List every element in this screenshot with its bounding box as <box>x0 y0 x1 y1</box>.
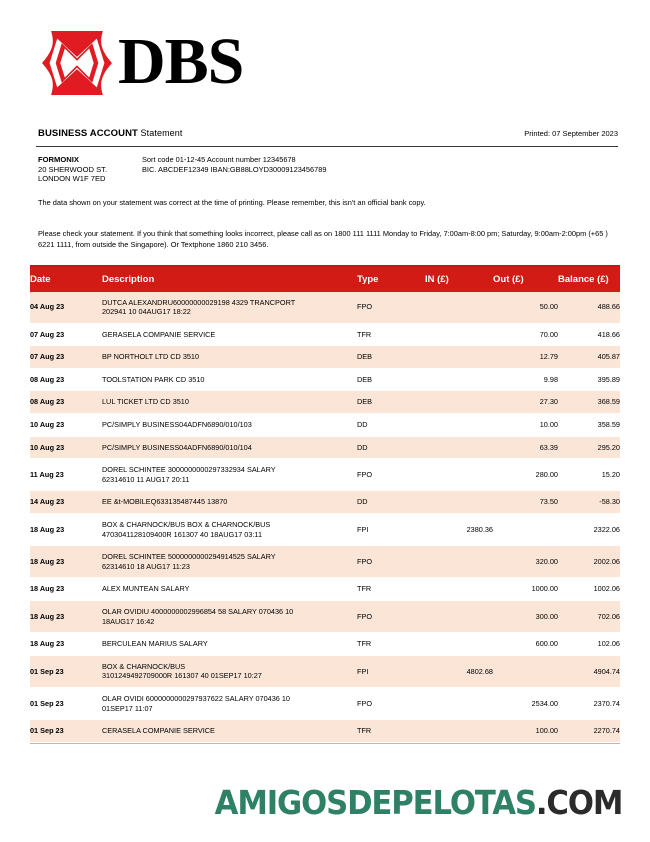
table-row[interactable] <box>30 601 620 633</box>
table-row[interactable] <box>30 414 620 437</box>
transaction-type: TFR <box>357 720 425 743</box>
transaction-type: FPO <box>357 292 425 324</box>
transaction-date: 07 Aug 23 <box>30 346 102 369</box>
transaction-date: 01 Sep 23 <box>30 655 102 687</box>
transaction-description <box>102 687 357 719</box>
table-row[interactable] <box>30 687 620 719</box>
transaction-description: PC/SIMPLY BUSINESS04ADFN6890/010/104 <box>102 436 357 459</box>
transaction-description <box>102 292 357 324</box>
transaction-in-amount <box>425 546 493 578</box>
transaction-balance: 295.20 <box>558 436 620 459</box>
transaction-desc-line2: 18AUG17 16:42 <box>102 616 155 626</box>
transaction-out-amount: 100.00 <box>493 720 558 743</box>
transaction-out-amount: 300.00 <box>493 601 558 633</box>
account-holder-name: FORMONIX <box>38 155 79 164</box>
transaction-description: CERASELA COMPANIE SERVICE <box>102 720 357 743</box>
table-row[interactable] <box>30 368 620 391</box>
statement-title-main: BUSINESS ACCOUNT <box>38 128 138 139</box>
transaction-in-amount: 2380.36 <box>425 514 493 546</box>
transaction-type: FPI <box>357 514 425 546</box>
transaction-out-amount: 600.00 <box>493 633 558 656</box>
table-row[interactable] <box>30 391 620 414</box>
column-header-out[interactable]: Out (£) <box>493 267 558 292</box>
transaction-type: TFR <box>357 578 425 601</box>
table-row[interactable] <box>30 655 620 687</box>
transaction-desc-line1: BOX & CHARNOCK/BUS BOX & CHARNOCK/BUS <box>102 520 271 530</box>
transaction-balance: 358.59 <box>558 414 620 437</box>
transaction-balance: 102.06 <box>558 633 620 656</box>
column-header-balance[interactable]: Balance (£) <box>558 267 620 292</box>
watermark-name: AMIGOSDEPELOTAS <box>214 783 536 822</box>
transaction-date: 11 Aug 23 <box>30 459 102 491</box>
transaction-description <box>102 655 357 687</box>
transaction-description <box>102 514 357 546</box>
transactions-table <box>30 267 620 743</box>
table-row[interactable] <box>30 292 620 324</box>
transaction-in-amount <box>425 436 493 459</box>
transaction-in-amount <box>425 346 493 369</box>
transaction-desc-line1: BOX & CHARNOCK/BUS <box>102 661 186 671</box>
transaction-description: BP NORTHOLT LTD CD 3510 <box>102 346 357 369</box>
statement-title <box>38 128 182 139</box>
transaction-out-amount: 10.00 <box>493 414 558 437</box>
transaction-balance: 405.87 <box>558 346 620 369</box>
transaction-description: EE &t-MOBILEQ633135487445 13870 <box>102 491 357 514</box>
transaction-type: FPO <box>357 459 425 491</box>
transaction-date: 10 Aug 23 <box>30 436 102 459</box>
transaction-type: DEB <box>357 368 425 391</box>
dbs-logo-icon <box>38 28 116 98</box>
transaction-description <box>102 601 357 633</box>
account-holder-block <box>38 155 107 184</box>
transaction-desc-line2: 4703041128109400R 161307 40 18AUG17 03:11 <box>102 529 262 539</box>
transaction-out-amount: 70.00 <box>493 323 558 346</box>
transaction-in-amount <box>425 292 493 324</box>
transaction-desc-line2: 62314610 11 AUG17 20:11 <box>102 474 190 484</box>
column-header-type[interactable]: Type <box>357 267 425 292</box>
account-holder-address-line1: 20 SHERWOOD ST. <box>38 164 108 174</box>
transaction-type: FPO <box>357 601 425 633</box>
transaction-date: 10 Aug 23 <box>30 414 102 437</box>
table-row[interactable] <box>30 546 620 578</box>
transaction-type: DD <box>357 414 425 437</box>
table-row[interactable] <box>30 323 620 346</box>
transaction-desc-line2: 62314610 18 AUG17 11:23 <box>102 561 190 571</box>
transaction-balance: 2370.74 <box>558 687 620 719</box>
transaction-desc-line1: DOREL SCHINTEE 5000000000294914525 SALARY <box>102 552 276 562</box>
transaction-in-amount <box>425 633 493 656</box>
transaction-date: 08 Aug 23 <box>30 391 102 414</box>
transaction-in-amount <box>425 391 493 414</box>
table-row[interactable] <box>30 436 620 459</box>
transaction-out-amount: 280.00 <box>493 459 558 491</box>
transaction-description: GERASELA COMPANIE SERVICE <box>102 323 357 346</box>
transaction-in-amount <box>425 720 493 743</box>
printing-notice: The data shown on your statement was correct at the time of printing. Please remember, this isn't an official bank copy. <box>38 198 426 207</box>
transaction-balance: 395.89 <box>558 368 620 391</box>
transaction-type: DD <box>357 436 425 459</box>
transaction-out-amount: 50.00 <box>493 292 558 324</box>
transaction-date: 04 Aug 23 <box>30 292 102 324</box>
transaction-type: DD <box>357 491 425 514</box>
transaction-description: TOOLSTATION PARK CD 3510 <box>102 368 357 391</box>
transaction-date: 18 Aug 23 <box>30 601 102 633</box>
transaction-description <box>102 459 357 491</box>
transaction-balance: 702.06 <box>558 601 620 633</box>
transaction-in-amount <box>425 601 493 633</box>
transaction-out-amount: 73.50 <box>493 491 558 514</box>
table-body <box>30 292 620 743</box>
transaction-desc-line1: DUTCA ALEXANDRU60000000029198 4329 TRANCPORT <box>102 297 296 307</box>
transaction-date: 01 Sep 23 <box>30 720 102 743</box>
table-header <box>30 267 620 292</box>
transaction-desc-line1: DOREL SCHINTEE 3000000000297332934 SALARY <box>102 465 276 475</box>
transaction-description <box>102 546 357 578</box>
transaction-date: 18 Aug 23 <box>30 633 102 656</box>
transaction-type: TFR <box>357 633 425 656</box>
transaction-type: DEB <box>357 391 425 414</box>
transaction-out-amount: 320.00 <box>493 546 558 578</box>
transaction-date: 18 Aug 23 <box>30 514 102 546</box>
transaction-description: LUL TICKET LTD CD 3510 <box>102 391 357 414</box>
transaction-balance: 488.66 <box>558 292 620 324</box>
transaction-out-amount: 2534.00 <box>493 687 558 719</box>
dbs-brand-logo <box>38 25 244 98</box>
table-row[interactable] <box>30 491 620 514</box>
printed-date: Printed: 07 September 2023 <box>524 129 618 138</box>
table-row[interactable] <box>30 514 620 546</box>
transaction-desc-line1: OLAR OVIDIU 4000000002996854 58 SALARY 070436 10 <box>102 607 294 616</box>
transaction-balance: 418.66 <box>558 323 620 346</box>
column-header-description[interactable]: Description <box>102 267 357 292</box>
transaction-balance: 4904.74 <box>558 655 620 687</box>
transaction-out-amount <box>493 514 558 546</box>
transaction-in-amount: 4802.68 <box>425 655 493 687</box>
bic-and-iban: BIC. ABCDEF12349 IBAN:GB88LOYD30009123456789 <box>142 164 327 174</box>
column-header-in[interactable]: IN (£) <box>425 267 493 292</box>
transaction-in-amount <box>425 491 493 514</box>
transaction-in-amount <box>425 414 493 437</box>
table-row[interactable] <box>30 720 620 743</box>
transaction-out-amount <box>493 655 558 687</box>
transaction-desc-line1: OLAR OVIDI 6000000000297937622 SALARY 070436 10 <box>102 693 290 703</box>
transaction-type: DEB <box>357 346 425 369</box>
table-row[interactable] <box>30 346 620 369</box>
sort-code-and-account-number: Sort code 01-12-45 Account number 12345678 <box>142 155 296 164</box>
transaction-date: 14 Aug 23 <box>30 491 102 514</box>
transaction-in-amount <box>425 459 493 491</box>
transaction-balance: -58.30 <box>558 491 620 514</box>
table-bottom-rule <box>30 743 620 744</box>
transaction-date: 01 Sep 23 <box>30 687 102 719</box>
transaction-in-amount <box>425 687 493 719</box>
transaction-desc-line2: 202941 10 04AUG17 18:22 <box>102 307 191 317</box>
watermark-tld: .COM <box>535 783 622 822</box>
transaction-out-amount: 63.39 <box>493 436 558 459</box>
contact-notice: Please check your statement. If you think that something looks incorrect, please call as on 1800 111 1111 Monday to Friday, 7:00am-8:00 pm; Saturday, 9:00am-2:00pm (+65 ) 6221 1111, from outside the Singapore). Or Textphone 1860 210 3456. <box>38 229 608 249</box>
header-divider <box>36 146 618 147</box>
transaction-in-amount <box>425 323 493 346</box>
statement-title-sub: Statement <box>137 128 183 138</box>
table-row[interactable] <box>30 459 620 491</box>
transaction-balance: 1002.06 <box>558 578 620 601</box>
transaction-out-amount: 1000.00 <box>493 578 558 601</box>
transaction-type: TFR <box>357 323 425 346</box>
transaction-out-amount: 9.98 <box>493 368 558 391</box>
table-row[interactable] <box>30 633 620 656</box>
transaction-balance: 368.59 <box>558 391 620 414</box>
table-header-row <box>30 267 620 292</box>
transaction-out-amount: 27.30 <box>493 391 558 414</box>
transaction-type: FPI <box>357 655 425 687</box>
column-header-date[interactable]: Date <box>30 267 102 292</box>
account-holder-address-line2: LONDON W1F 7ED <box>38 174 106 184</box>
transaction-description: PC/SIMPLY BUSINESS04ADFN6890/010/103 <box>102 414 357 437</box>
transaction-in-amount <box>425 368 493 391</box>
transaction-desc-line2: 01SEP17 11:07 <box>102 703 153 713</box>
table-row[interactable] <box>30 578 620 601</box>
transaction-type: FPO <box>357 687 425 719</box>
transaction-date: 18 Aug 23 <box>30 546 102 578</box>
transaction-date: 07 Aug 23 <box>30 323 102 346</box>
transaction-description: ALEX MUNTEAN SALARY <box>102 578 357 601</box>
transaction-desc-line2: 3101249492709000R 161307 40 01SEP17 10:27 <box>102 671 262 681</box>
dbs-logo-text: DBS <box>118 25 244 98</box>
transaction-balance: 2002.06 <box>558 546 620 578</box>
site-watermark <box>214 783 622 822</box>
account-details-block <box>142 155 326 175</box>
transaction-in-amount <box>425 578 493 601</box>
transaction-description: BERCULEAN MARIUS SALARY <box>102 633 357 656</box>
transactions-table-wrap <box>30 265 620 744</box>
transaction-date: 18 Aug 23 <box>30 578 102 601</box>
transaction-out-amount: 12.79 <box>493 346 558 369</box>
transaction-date: 08 Aug 23 <box>30 368 102 391</box>
transaction-type: FPO <box>357 546 425 578</box>
transaction-balance: 2270.74 <box>558 720 620 743</box>
transaction-balance: 2322.06 <box>558 514 620 546</box>
transaction-balance: 15.20 <box>558 459 620 491</box>
